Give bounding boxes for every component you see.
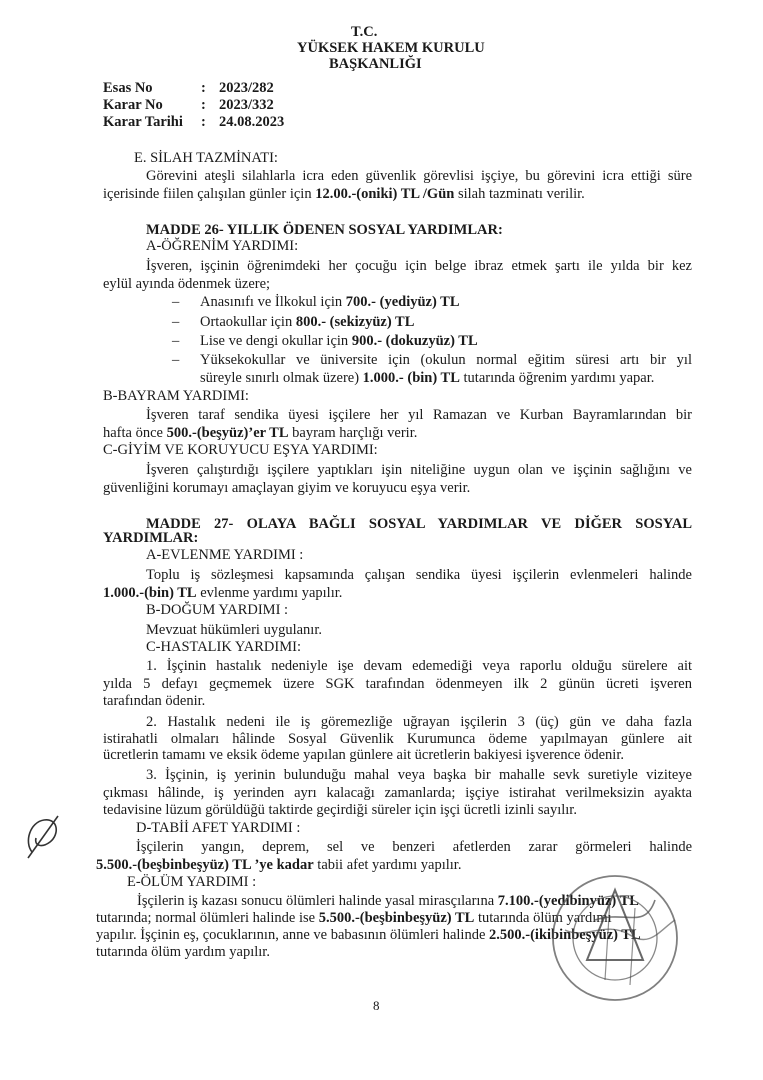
bullet-1: – <box>172 294 180 310</box>
hastalik-3-l3: tedavisine lüzum görüldüğü taktirde geçirdiği süreler için işçi ücretli izinli sayılır. <box>103 802 577 818</box>
hastalik-3-l1: 3. İşçinin, iş yerinin bulunduğu mahal veya başka bir mahalle sevk suretiyle viziteye <box>146 767 692 783</box>
silah-p1: Görevini ateşli silahlarla icra eden güvenlik görevlisi işçiye, bu görevini icra ettiği süre <box>146 168 692 184</box>
ogrenim-item-2: Ortaokullar için 800.- (sekizyüz) TL <box>200 314 415 330</box>
bayram-title: B-BAYRAM YARDIMI: <box>103 388 249 404</box>
afet-title: D-TABİİ AFET YARDIMI : <box>136 820 301 836</box>
hastalik-2-l2: istirahatli olmaları hâlinde Sosyal Güvenlik Kurumunca ödeme yapılmayan günlere ait <box>103 731 692 747</box>
handwritten-initial <box>18 812 78 862</box>
karar-value: 2023/332 <box>219 97 274 113</box>
hastalik-title: C-HASTALIK YARDIMI: <box>146 639 301 655</box>
hastalik-1-l3: tarafından ödenir. <box>103 693 206 709</box>
bayram-p2: hafta önce 500.-(beşyüz)’er TL bayram harçlığı verir. <box>103 425 418 441</box>
ogrenim-item-1: Anasınıfı ve İlkokul için 700.- (yediyüz) TL <box>200 294 460 310</box>
olum-p4: tutarında ölüm yardım yapılır. <box>96 944 270 960</box>
olum-p1: İşçilerin iş kazası sonucu ölümleri halinde yasal mirasçılarına 7.100.-(yedibinyüz) TL <box>137 893 639 909</box>
ogrenim-item-4-cont: süreyle sınırlı olmak üzere) 1.000.- (bin) TL tutarında öğrenim yardımı yapar. <box>200 370 655 386</box>
tarih-value: 24.08.2023 <box>219 114 285 130</box>
madde27-title-cont: YARDIMLAR: <box>103 530 199 546</box>
karar-sep: : <box>201 97 206 113</box>
hastalik-3-l2: çıkması hâlinde, iş yerinden ayrı kalacağı zamanlarda; işçiye istirahat verilmeksizin ayakta <box>103 785 692 801</box>
hastalik-1-l2: yılda 5 defayı geçmemek üzere SGK tarafından ödenmeyen ilk 2 günün ücreti işveren <box>103 676 692 692</box>
evlenme-p1: Toplu iş sözleşmesi kapsamında çalışan sendika üyesi işçilerin evlenmeleri halinde <box>146 567 692 583</box>
afet-p1: İşçilerin yangın, deprem, sel ve benzeri afetlerden zarar görmeleri halinde <box>136 839 692 855</box>
header-tc: T.C. <box>351 24 378 40</box>
evlenme-title: A-EVLENME YARDIMI : <box>146 547 304 563</box>
karar-label: Karar No <box>103 97 163 113</box>
olum-title: E-ÖLÜM YARDIMI : <box>127 874 257 890</box>
esas-label: Esas No <box>103 80 153 96</box>
evlenme-p2: 1.000.-(bin) TL evlenme yardımı yapılır. <box>103 585 343 601</box>
bayram-p1: İşveren taraf sendika üyesi işçilere her yıl Ramazan ve Kurban Bayramlarından bir <box>146 407 692 423</box>
silah-p2: içerisinde fiilen çalışılan günler için 12.00.-(oniki) TL /Gün silah tazminatı verilir. <box>103 186 585 202</box>
ogrenim-p1: İşveren, işçinin öğrenimdeki her çocuğu için belge ibraz etmek şartı ile yılda bir kez <box>146 258 692 274</box>
olum-p2: tutarında; normal ölümleri halinde ise 5.500.-(beşbinbeşyüz) TL tutarında ölüm yardımı <box>96 910 612 926</box>
dogum-title: B-DOĞUM YARDIMI : <box>146 602 289 618</box>
header-institution: YÜKSEK HAKEM KURULU <box>297 40 485 56</box>
page-number: 8 <box>373 998 380 1013</box>
bullet-3: – <box>172 333 180 349</box>
esas-sep: : <box>201 80 206 96</box>
giyim-p2: güvenliğini korumayı amaçlayan giyim ve koruyucu eşya verir. <box>103 480 471 496</box>
hastalik-1-l1: 1. İşçinin hastalık nedeniyle işe devam edemediği veya raporlu olduğu sürelere ait <box>146 658 692 674</box>
esas-value: 2023/282 <box>219 80 274 96</box>
ogrenim-item-4: Yüksekokullar ve üniversite için (okulun normal eğitim süresi artı bir yıl <box>200 352 692 368</box>
official-stamp <box>535 860 705 1010</box>
afet-p2: 5.500.-(beşbinbeşyüz) TL ’ye kadar tabii afet yardımı yapılır. <box>96 857 462 873</box>
hastalik-2-l3: ücretlerin tamamı ve eksik ödeme yapılan günlere ait ücretlerin bakiyesi işverence ödenir. <box>103 747 624 763</box>
bullet-4: – <box>172 352 180 368</box>
dogum-p1: Mevzuat hükümleri uygulanır. <box>146 622 322 638</box>
ogrenim-p2: eylül ayında ödenmek üzere; <box>103 276 271 292</box>
ogrenim-title: A-ÖĞRENİM YARDIMI: <box>146 238 299 254</box>
hastalik-2-l1: 2. Hastalık nedeni ile iş göremezliğe uğrayan işçilerin 3 (üç) gün ve daha fazla <box>146 714 692 730</box>
ogrenim-item-3: Lise ve dengi okullar için 900.- (dokuzyüz) TL <box>200 333 478 349</box>
madde27-title: MADDE 27- OLAYA BAĞLI SOSYAL YARDIMLAR VE DİĞER SOSYAL <box>146 516 692 532</box>
bullet-2: – <box>172 314 180 330</box>
tarih-sep: : <box>201 114 206 130</box>
olum-p3: yapılır. İşçinin eş, çocuklarının, anne ve babasının ölümleri halinde 2.500.-(ikibinbeşyüz) TL <box>96 927 641 943</box>
giyim-p1: İşveren çalıştırdığı işçilere yaptıkları işin niteliğine uygun olan ve işçinin sağlığını ve <box>146 462 692 478</box>
silah-title: E. SİLAH TAZMİNATI: <box>134 150 278 166</box>
tarih-label: Karar Tarihi <box>103 114 183 130</box>
giyim-title: C-GİYİM VE KORUYUCU EŞYA YARDIMI: <box>103 442 378 458</box>
madde26-title: MADDE 26- YILLIK ÖDENEN SOSYAL YARDIMLAR: <box>146 222 503 238</box>
header-presidency: BAŞKANLIĞI <box>329 56 422 72</box>
